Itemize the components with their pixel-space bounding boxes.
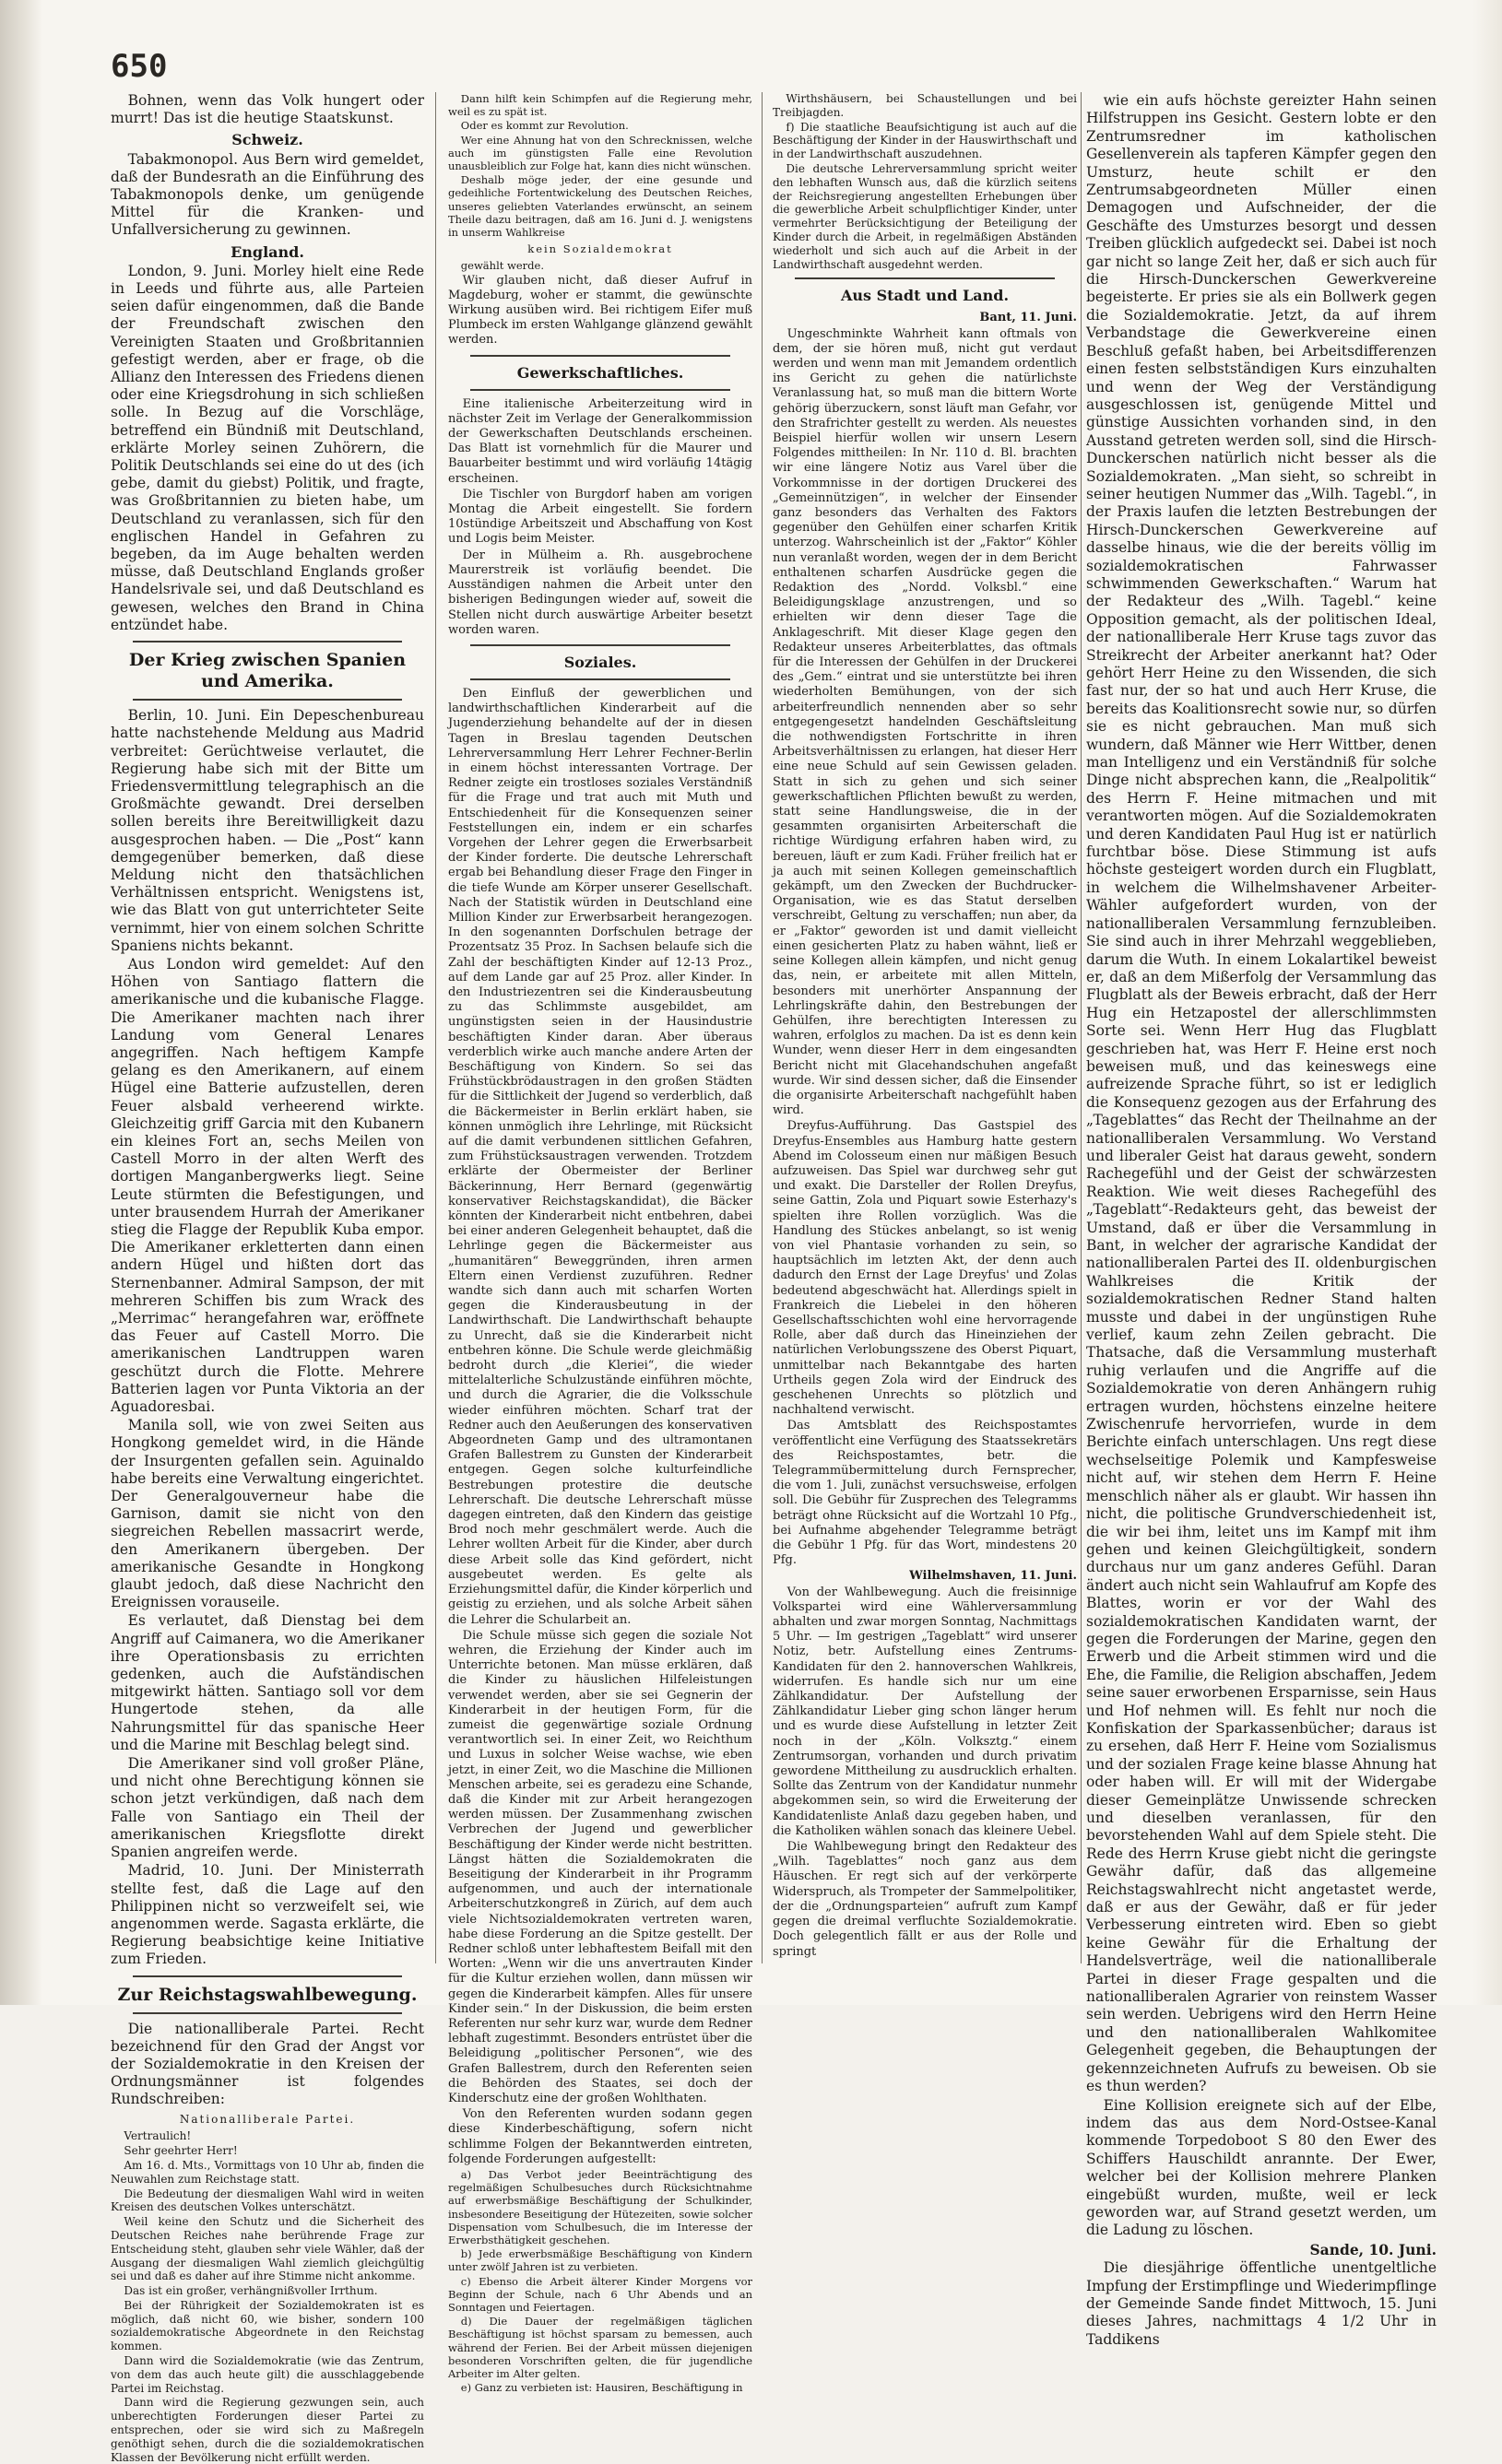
small-text: gewählt werde. [460,259,544,273]
paragraph: Eine Kollision ereignete sich auf der Elbe, indem das aus dem Nord-Ostsee-Kanal kommende Torpedoboot S 80 den Ewer des Schiffers Hauschildt anrannte. Der Ewer, welcher bei der Kollision mehrere Planken eingebüßt wurden, mußte, weil er leck geworden war, auf Strand gesetzt werden, um die Ladung zu löschen. [1086,2096,1437,2239]
small-text: a) Das Verbot jeder Beeinträchtigung des regelmäßigen Schulbesuches durch Rücksichtnahme auf erwerbsmäßige Beschäftigung der Schulkinder, insbesondere Beseitigung der Hütezeiten, sowie solcher Dispensation vom Schulbesuch, die im Interesse der Erwerbsthätigkeit geschehen. [448,2168,752,2247]
paragraph: Die Tischler von Burgdorf haben am vorigen Montag die Arbeit eingestellt. Sie fordern 10stündige Arbeitszeit und Abschaffung von Kost und Logis beim Meister. [448,487,752,547]
paragraph: Den Einfluß der gewerblichen und landwirthschaftlichen Kinderarbeit auf die Jugenderziehung behandelte auf der in diesen Tagen in Breslau tagenden Deutschen Lehrerversammlung Herr Lehrer Fechner-Berlin in einem höchst interessanten Vortrage. Der Redner zeigte ein trostloses soziales Verständniß für die Frage und trat auch mit Muth und Entschiedenheit für die Konsequenzen seiner Feststellungen ein, indem er ein scharfes Vorgehen der Lehrer gegen die Erwerbsarbeit der Kinder forderte. Die deutsche Lehrerschaft ergab bei Behandlung dieser Frage den Finger in die tiefe Wunde am Körper unserer Gesellschaft. Nach der Statistik würden in Deutschland eine Million Kinder zur Erwerbsarbeit herangezogen. In den sogenannten Dorfschulen betrage der Prozentsatz 35 Proz. In Sachsen belaufe sich die Zahl der beschäftigten Kinder auf 12-13 Proz., auf dem Lande gar auf 25 Proz. aller Kinder. In den Industriezentren sei die Kinderausbeutung zu das Schlimmste ausgebildet, am ungünstigsten seien in der Hausindustrie beschäftigten Kinder daran. Aber überaus verderblich wirke auch manche andere Arten der Beschäftigung von Kindern. So sei das Frühstückbrödaustragen in den großen Städten für die Sittlichkeit der Jugend so verderblich, daß die Bäckermeister in Berlin erklärt haben, sie können unmöglich ihre Lehrlinge, mit Rücksicht auf die damit verbundenen sittlichen Gefahren, zum Frühstücksaustragen verwenden. Trotzdem erklärte der Obermeister der Berliner Bäckerinnung, Herr Bernard (gegenwärtig konservativer Reichstagskandidat), die Bäcker könnten der Kinderarbeit nicht entbehren, dabei bei einer anderen Gelegenheit behauptet, daß die Lehrlinge gegen die Bäckermeister aus „humanitären“ Beweggründen, ihren armen Eltern einen Verdienst zuzuführen. Redner wandte sich dann auch mit scharfen Worten gegen die Kinderausbeutung in der Landwirthschaft. Die Landwirthschaft behaupte zu Unrecht, daß sie die Kinderarbeit nicht entbehren könne. Die Schule werde gleichmäßig bedroht durch „die Kleriei“, die wieder mittelalterliche Schulzustände einführen möchte, und durch die Agrarier, die die Volksschule wieder einführen möchten. Scharf trat der Redner auch den Aeußerungen des konservativen Abgeordneten Gamp und des ultramontanen Grafen Ballestrem zu Gunsten der Kinderarbeit entgegen. Gegen solche kulturfeindliche Bestrebungen protestire die deutsche Lehrerschaft. Die deutsche Lehrerschaft müsse dagegen eintreten, daß den Kindern das geistige Brod noch mehr geschmälert werde. Auch die Lehrer wollten Arbeit für die Kinder, aber durch diese Arbeit solle das Kind gefördert, nicht ausgebeutet werden. Es gelte als Erziehungsmittel dafür, die Kinder körperlich und geistig zu erziehen, und als solche Arbeit sähen die Lehrer die Schularbeit an. [448,686,752,1627]
dateline: Sande, 10. Juni. [1309,2240,1437,2258]
divider-rule [470,389,730,391]
paragraph: Von der Wahlbewegung. Auch die freisinnige Volkspartei wird eine Wählerversammlung abhalten und zwar morgen Sonntag, Nachmittags 5 Uhr. — Im gestrigen „Tageblatt“ wird unserer Notiz, betr. Aufstellung eines Zentrums-Kandidaten für den 2. hannoverschen Wahlkreis, widerrufen. Es handle sich nur um eine Zählkandidatur. Der Aufstellung der Zählkandidatur Lieber ging schon länger herum und es wurde diese Aufstellung in letzter Zeit noch in der „Köln. Volksztg.“ einem Zentrumsorgan, vorhanden und durch privatim gewordene Mittheilung zu ausdrucklich erhalten. Sollte das Zentrum von der Kandidatur nunmehr abgekommen sein, so wird die Erweiterung der Kandidatenliste Anlaß dazu gegeben haben, und die Katholiken wählen sonach das kleinere Uebel. [773,1585,1077,1838]
section-title: Gewerkschaftliches. [516,363,684,382]
article-columns [0,92,1502,2464]
divider-rule [470,678,730,680]
spaced-line: kein Sozialdemokrat [527,242,673,256]
small-text: Am 16. d. Mts., Vormittags von 10 Uhr ab, finden die Neuwahlen zum Reichstage statt. [111,2158,424,2186]
divider-rule [133,2012,402,2014]
section-subtitle: Schweiz. [231,131,303,149]
small-text: Oder es kommt zur Revolution. [460,119,629,133]
dateline: Wilhelmshaven, 11. Juni. [909,1569,1077,1584]
paragraph: Die diesjährige öffentliche unentgeltliche Impfung der Erstimpflinge und Wiederimpflinge der Gemeinde Sande findet Mittwoch, 15. Juni dieses Jahres, nachmittags 4 1/2 Uhr in Taddikens [1086,2259,1437,2348]
paragraph: Die Wahlbewegung bringt den Redakteur des „Wilh. Tageblattes“ noch ganz aus dem Häuschen. Er regt sich auf der verkörperte Widerspruch, als Trompeter der Sammelpolitiker, der die „Ordnungsparteien“ aufruft zum Kampf gegen die dreimal verfluchte Sozialdemokratie. Doch gelegentlich fällt er aus der Rolle und springt [773,1840,1077,1959]
column-1 [111,92,424,2464]
paragraph: wie ein aufs höchste gereizter Hahn seinen Hilfstruppen ins Gesicht. Gestern lobte er den Zentrumsredner im katholischen Gesellenverein als tapferen Kämpfer gegen den Umsturz, heute schilt er den Zentrumsabgeordneten Müller einen Demagogen und Aufschneider, der die Geschäfte des Umsturzes besorgt und dessen Treiben glücklich aufgedeckt sei. Dabei ist noch gar nicht so lange Zeit her, daß er sich auch für die Hirsch-Dunckerschen Gewerkvereine begeisterte. Er pries sie als ein Bollwerk gegen die Sozialdemokratie. Jetzt, da auf ihrem Verbandstage die Gewerkvereine einen Beschluß gefaßt haben, bei Arbeitsdifferenzen einen festen selbstständigen Kurs einzuhalten und wenn der Weg der Verständigung ausgeschlossen ist, genügende Mittel und günstige Aussichten vorhanden sind, in den Ausstand getreten werden soll, sind die Hirsch-Dunckerschen natürlich nicht besser als die Sozialdemokraten. „Man sieht, so schreibt in seiner heutigen Nummer das „Wilh. Tagebl.“, in der Praxis laufen die letzten Bestrebungen der Hirsch-Dunckerschen Gewerkvereine auf dasselbe hinaus, wie die der bereits völlig im sozialdemokratischen Fahrwasser schwimmenden Gewerkschaften.“ Warum hat der Redakteur des „Wilh. Tagebl.“ keine Opposition gemacht, als der politischen Ideal, der nationalliberale Herr Kruse tags zuvor das Streikrecht der Arbeiter anerkannt hat? Oder gehört Herr Heine zu den Wissenden, die sich fast nur, der so hat und auch Herr Kruse, die bereits das Koalitionsrecht sowie nur, so dürfen sie es nicht gebrauchen. Man muß sich wundern, daß Männer wie Herr Wittber, denen man Intelligenz und ein Verständniß für solche Dinge nicht absprechen kann, die „Realpolitik“ des Herrn F. Heine mitmachen und mit verantworten mögen. Auf die Sozialdemokraten und deren Kandidaten Paul Hug ist er natürlich furchtbar böse. Diese Stimmung ist aufs höchste gesteigert worden durch ein Flugblatt, in welchem die Wilhelmshavener Arbeiter-Wähler aufgefordert wurden, von der nationalliberalen Versammlung fernzubleiben. Sie sind auch in ihrer Mehrzahl weggeblieben, darum die Wuth. In einem Lokalartikel beweist er, daß an dem Mißerfolg der Versammlung das Flugblatt als der Beweis erbracht, daß der Herr Hug ein Hetzapostel der allerschlimmsten Sorte sei. Wenn Herr Hug das Flugblatt geschrieben hat, was Herr F. Heine erst noch beweisen muß, und das keineswegs eine aufreizende Sprache führt, so ist er lediglich die Konsequenz gezogen aus der Erfahrung des „Tageblattes“ das Recht der Theilnahme an der nationalliberalen Versammlung. Wo Verstand und liberaler Geist hat daraus geweht, sondern Rachegefühl und der Geist der schwärzesten Reaktion. Wie weit dieses Rachegefühl des „Tageblatt“-Redakteurs geht, das beweist der Umstand, daß er über die Versammlung in Bant, in welcher der agrarische Kandidat der nationalliberalen Partei des II. oldenburgischen Wahlkreises die Kritik der sozialdemokratischen Redner Stand halten musste und dabei in der ungünstigen Ruhe verlief, kaum zehn Zeilen gebracht. Die Thatsache, daß die Versammlung musterhaft ruhig verlaufen und die Angriffe auf die Sozialdemokratie von deren Anhängern ruhig ertragen wurden, höchstens einzelne heitere Zwischenrufe hervorriefen, wurde in dem Berichte einfach unterschlagen. Uns regt diese wechselseitige Polemik und Kampfesweise nicht auf, wir stehen dem Herrn F. Heine menschlich näher als er glaubt. Wir hassen ihn nicht, die politische Grundverschiedenheit ist, die wir bei ihm, leitet uns im Kampf mit ihm gehen und keinen Gleichgültigkeit, sondern durchaus nur um ganz anderes Gefühl. Daran ändert auch nicht sein Wahlaufruf am Kopfe des Blattes, worin er vor der Wahl des sozialdemokratischen Kandidaten warnt, der gegen die Forderungen der Marine, gegen den Erwerb und die Arbeit stimmen wird und die Ehe, die Familie, die Religion abschaffen, Jedem seine sauer erworbenen Ersparnisse, sein Haus und Hof nehmen will. Es fehlt nur noch die Konfiskation der Sparkassenbücher; daraus ist zu ersehen, daß Herr F. Heine vom Sozialismus und der sozialen Frage keine blasse Ahnung hat oder haben will. Er will mit der Widergabe dieser Gemeinplätze Unwissende schrecken und dieselben veranlassen, für den bevorstehenden Wahl auf dem Spiele steht. Die Rede des Herrn Kruse giebt nicht die geringste Gewähr dafür, daß das allgemeine Reichstagswahlrecht nicht angetastet werde, daß er aus der Gewähr, daß er für jeder Verbesserung eintreten wird. Eben so giebt keine Gewähr für die Erhaltung der Handelsverträge, weil die nationalliberale Partei in dieser Frage gespalten und die nationalliberalen Agrarier von reinstem Wasser sein werden. Uebrigens wird den Herrn Heine und den nationalliberalen Wahlkomitee Gelegenheit gegeben, die Behauptungen der gekennzeichneten Aufrufs zu beweisen. Ob sie es thun werden? [1086,92,1437,2095]
dateline: Bant, 11. Juni. [979,311,1077,325]
small-text: d) Die Dauer der regelmäßigen täglichen Beschäftigung ist höchst sparsam zu bemessen, auch während der Ferien. Bei der Arbeit müssen diejenigen besonderen Vorschriften gelten, die für jugendliche Arbeiter im Alter gelten. [448,2315,752,2381]
paragraph: Eine italienische Arbeiterzeitung wird in nächster Zeit im Verlage der Generalkommission der Gewerkschaften Deutschlands erscheinen. Das Blatt ist vornehmlich für die Maurer und Bauarbeiter bestimmt und wird vorläufig 14tägig erscheinen. [448,396,752,486]
divider-rule [795,277,1055,279]
paragraph: Der in Mülheim a. Rh. ausgebrochene Maurerstreik ist vorläufig beendet. Die Ausständigen nahmen die Arbeit unter den bisherigen Bedingungen wieder auf, soweit die Stellen nicht durch auswärtige Arbeiter besetzt worden waren. [448,548,752,637]
small-text: Dann hilft kein Schimpfen auf die Regierung mehr, weil es zu spät ist. [448,92,752,119]
divider-rule [133,1975,402,1977]
spaced-line: Nationalliberale Partei. [179,2112,356,2126]
paragraph: Die Amerikaner sind voll großer Pläne, und nicht ohne Berechtigung können sie schon jetzt verkündigen, daß nach dem Falle von Santiago ein Theil der amerikanischen Kriegsflotte direkt Spanien angreifen werde. [111,1755,424,1861]
paragraph: Ungeschminkte Wahrheit kann oftmals von dem, der sie hören muß, nicht gut verdaut werden und wenn man mit Jemandem ordentlich ins Gericht zu gehen die natürlichste Veranlassung hat, so muß man die bittern Worte gehörig überzuckern, sonst läuft man Gefahr, vor den Strafrichter gestellt zu werden. Als neuestes Beispiel hierfür wollen wir unsern Lesern Folgendes mittheilen: In Nr. 110 d. Bl. brachten wir eine längere Notiz aus Varel über die Vorkommnisse in der dortigen Druckerei des „Gemeinnützigen“, in welcher der Einsender ganz besonders das Verhalten des Faktors gegenüber den Gehülfen einer scharfen Kritik unterzog. Wahrscheinlich ist der „Faktor“ Köhler nun veranlaßt worden, wegen der in dem Bericht enthaltenen scharfen Ausdrücke gegen die Redaktion des „Nordd. Volksbl.“ eine Beleidigungsklage anzustrengen, und so erhielten wir denn dieser Tage die Anklageschrift. Mit dieser Klage gegen den Redakteur unseres Arbeiterblattes, das oftmals für die Interessen der Gehülfen in der Druckerei des „Gem.“ eintrat und sie unterstützte bei ihren wiederholten Bemühungen, von der sich arbeiterfreundlich nennenden aber so sehr entgegengesetzt handelnden Geschäftsleitung die nothwendigsten Fortschritte in ihren Arbeitsverhältnissen zu erlangen, hat dieser Herr eine neue Schuld auf sein Gewissen geladen. Statt in sich zu gehen und sich seiner gewerkschaftlichen Pflichten bewußt zu werden, statt seine Handlungsweise, die in der gesammten organisirten Arbeiterschaft die richtige Würdigung erfahren haben wird, zu bereuen, läuft er zum Kadi. Früher freilich hat er ja auch mit seinen Kollegen gemeinschaftlich gekämpft, um den Zwecken der Buchdrucker-Organisation, wie es das Statut derselben verschreibt, Geltung zu verschaffen; nun aber, da er „Faktor“ geworden ist und damit vielleicht einen gesicherten Platz zu haben wähnt, ließ er seine Kollegen allein kämpfen, und nicht genug das, nein, er arbeitete mit allen Mitteln, besonders mit unerhörter Anspannung der Lehrlingskräfte dahin, den Bestrebungen der Gehülfen, ihre berechtigten Interessen zu wahren, erfolglos zu machen. Da ist es denn kein Wunder, wenn dieser Herr in dem eingesandten Bericht nicht mit Glacehandschuhen angefaßt wurde. Wir sind dessen sicher, daß die Einsender die organisirte Arbeiterschaft nachgefühlt haben wird. [773,326,1077,1118]
section-title: Der Krieg zwischen Spanien und Amerika. [128,650,407,692]
paragraph: Es verlautet, daß Dienstag bei dem Angriff auf Caimanera, wo die Amerikaner ihre Operationsbasis zu errichten gedenken, auch die Aufständischen mitgewirkt hätten. Santiago soll vor dem Hungertode stehen, da alle Nahrungsmittel für das spanische Heer und die Marine mit Beschlag belegt sind. [111,1612,424,1753]
section-title: Soziales. [563,653,637,671]
small-text: Dann wird die Sozialdemokratie (wie das Zentrum, von dem das auch heute gilt) die ausschlaggebende Partei im Reichstag. [111,2354,424,2395]
paragraph: Wir glauben nicht, daß dieser Aufruf in Magdeburg, woher er stammt, die gewünschte Wirkung ausüben wird. Bei richtigem Eifer muß Plumbeck im ersten Wahlgange glänzend gewählt werden. [448,273,752,348]
section-title: Aus Stadt und Land. [840,287,1010,305]
paragraph: Von den Referenten wurden sodann gegen diese Kinderbeschäftigung, sofern nicht schlimme Folgen der Bekanntwerden eintreten, folgende Forderungen aufgestellt: [448,2107,752,2166]
paragraph: Madrid, 10. Juni. Der Ministerrath stellte fest, daß die Lage auf den Philippinen nicht so verzweifelt sei, wie angenommen werde. Sagasta erklärte, die Regierung beabsichtige keine Initiative zum Frieden. [111,1862,424,1968]
small-text: Wirthshäusern, bei Schaustellungen und bei Treibjagden. [773,92,1077,119]
column-2 [448,92,752,2395]
section-subtitle: England. [231,242,304,261]
small-text: Die Bedeutung der diesmaligen Wahl wird in weiten Kreisen des deutschen Volkes unterschätzt. [111,2187,424,2214]
small-text: Die deutsche Lehrerversammlung spricht weiter den lebhaften Wunsch aus, daß die kürzlich seitens der Reichsregierung angestellten Erhebungen über die gewerbliche Arbeit schulpflichtiger Kinder, unter vermehrter Berücksichtigung der Beteiligung der Kinder durch die Arbeit, in regelmäßigen Abständen wiederholt und sich auch auf die Arbeit in der Landwirthschaft ausgedehnt werden. [773,161,1077,271]
small-text: f) Die staatliche Beaufsichtigung ist auch auf die Beschäftigung der Kinder in der Hauswirthschaft und in der Landwirthschaft auszudehnen. [773,120,1077,161]
small-text: b) Jede erwerbsmäßige Beschäftigung von Kindern unter zwölf Jahren ist zu verbieten. [448,2247,752,2274]
small-text: c) Ebenso die Arbeit älterer Kinder Morgens vor Beginn der Schule, nach 6 Uhr Abends und an Sonntagen und Feiertagen. [448,2274,752,2315]
small-text: e) Ganz zu verbieten ist: Hausiren, Beschäftigung in [460,2381,743,2395]
divider-rule [133,699,402,701]
section-title: Zur Reichstagswahlbewegung. [117,1984,418,2005]
divider-rule [470,355,730,357]
paragraph: Berlin, 10. Juni. Ein Depeschenbureau hatte nachstehende Meldung aus Madrid verbreitet: Gerüchtweise verlautet, die Regierung habe sich mit der Bitte um Friedensvermittlung telegraphisch an die Großmächte gewandt. Drei derselben sollen bereits ihre Bereitwilligkeit dazu ausgesprochen haben. — Die „Post“ kann demgegenüber bemerken, daß diese Meldung nicht den thatsächlichen Verhältnissen entspricht. Wenigstens ist, wie das Blatt von gut unterrichteter Seite vernimmt, hier von einem solchen Schritte Spaniens nichts bekannt. [111,707,424,954]
small-text: Dann wird die Regierung gezwungen sein, auch unberechtigten Forderungen dieser Partei zu entsprechen, oder sie wird sich zu Maßregeln genöthigt sehen, durch die die sozialdemokratischen Klassen der Bevölkerung nicht erfüllt werden. [111,2396,424,2464]
small-text: Weil keine den Schutz und die Sicherheit des Deutschen Reiches nahe berührende Frage zur Entscheidung steht, glauben sehr viele Wähler, daß der Ausgang der diesmaligen Wahl ziemlich gleichgültig sei und daß es daher auf ihre Stimme nicht ankomme. [111,2215,424,2283]
small-text: Bei der Rührigkeit der Sozialdemokraten ist es möglich, daß nicht 60, wie bisher, sondern 100 sozialdemokratische Abgeordnete in den Reichstag kommen. [111,2298,424,2353]
column-3 [773,92,1077,1973]
small-text: Das ist ein großer, verhängnißvoller Irrthum. [124,2284,378,2298]
paragraph: Dreyfus-Aufführung. Das Gastspiel des Dreyfus-Ensembles aus Hamburg hatte gestern Abend im Colosseum einen nur mäßigen Besuch aufzuweisen. Das Spiel war durchweg sehr gut und exakt. Die Darsteller der Rollen Dreyfus, seine Gattin, Zola und Piquart sowie Esterhazy's spielten ihre Rollen vorzüglich. Was die Handlung des Stückes anbelangt, so ist wenig von viel Phantasie vorhanden zu sein, so hauptsächlich im letzten Akt, der denn auch dadurch den Ernst der Lage Dreyfus' und Zolas bedeutend abgeschwächt hat. Allerdings spielt in Frankreich die Liebelei in den höheren Gesellschaftsschichten wohl eine hervorragende Rolle, aber daß durch das Hineinziehen der natürlichen Verlobungsszene des Oberst Piquart, unmittelbar nach Bekanntgabe des harten Urtheils gegen Zola wird der Eindruck des geschehenen Unrechts so plötzlich und nachhaltend verwischt. [773,1119,1077,1418]
paragraph: Aus London wird gemeldet: Auf den Höhen von Santiago flattern die amerikanische und die kubanische Flagge. Die Amerikaner machten nach ihrer Landung vom General Lenares angegriffen. Nach heftigem Kampfe gelang es den Amerikanern, auf einem Hügel eine Batterie aufzustellen, deren Feuer alsbald verheerend wirkte. Gleichzeitig griff Garcia mit den Kubanern ein kleines Fort an, sechs Meilen von Castell Morro in der alten Werft des dortigen Manganbergwerks liegt. Seine Leute stürmten die Befestigungen, und unter brausendem Hurrah der Amerikaner stieg die Flagge der Republik Kuba empor. Die Amerikaner erkletterten dann einen andern Hügel und hißten dort das Sternenbanner. Admiral Sampson, der mit mehreren Schiffen bis zum Wrack des „Merrimac“ herangefahren war, eröffnete das Feuer auf Castell Morro. Die amerikanischen Landtruppen waren geschützt durch die Flotte. Mehrere Batterien lagen vor Punta Viktoria an der Aguadoresbai. [111,955,424,1416]
small-text: Deshalb möge jeder, der eine gesunde und gedeihliche Fortentwickelung des Deutschen Reiches, unseres geliebten Vaterlandes erwünscht, an seinem Theile dazu beitragen, daß am 16. Juni d. J. wenigstens in unserm Wahlkreise [448,173,752,240]
paragraph: Die Schule müsse sich gegen die soziale Not wehren, die Erziehung der Kinder auch im Unterrichte betonen. Man müsse erklären, daß die Kinder zu häuslichen Hilfeleistungen verwendet werden, aber sie sei Gegnerin der Kinderarbeit in der heutigen Form, für die zumeist die gegenwärtige soziale Ordnung verantwortlich sei. In einer Zeit, wo Reichthum und Luxus in solcher Weise wachse, wie eben jetzt, in einer Zeit, wo die Maschine die Millionen Menschen arbeite, sei es geradezu eine Schande, daß die Kinder mit zur Arbeit herangezogen werden müssen. Der Zusammenhang zwischen Verbrechen der Jugend und gewerblicher Beschäftigung der Kinder werde nicht bestritten. Längst hätten die Sozialdemokraten die Beseitigung der Kinderarbeit in ihr Programm aufgenommen, und auch der internationale Arbeiterschutzkongreß in Zürich, auf dem auch viele Nichtsozialdemokraten vertreten waren, habe diese Forderung an die Spitze gestellt. Der Redner schloß unter lebhaftestem Beifall mit den Worten: „Wenn wir die uns anvertrauten Kinder für die Kultur erziehen wollen, dann müssen wir gegen die Kinderarbeit kämpfen. Alles für unsere Kinder sein.“ In der Diskussion, die beim ersten Referenten nur sehr kurz war, wurde dem Redner lebhaft zugestimmt. Besonders entrüstet über die Beleidigung „politischer Personen“, wie des Grafen Ballestrem, durch den Referenten seien die Behörden des Staates, sei doch der Kinderschutz eine der großen Wohlthaten. [448,1628,752,2105]
paragraph: Tabakmonopol. Aus Bern wird gemeldet, daß der Bundesrath an die Einführung des Tabakmonopols denke, um genügende Mittel für die Kranken- und Unfallversicherung zu gewinnen. [111,150,424,239]
paragraph: Die nationalliberale Partei. Recht bezeichnend für den Grad der Angst vor der Sozialdemokratie in den Kreisen der Ordnungsmänner ist folgendes Rundschreiben: [111,2020,424,2108]
paragraph: London, 9. Juni. Morley hielt eine Rede in Leeds und führte aus, alle Parteien seien dafür eingenommen, daß die Bande der Freundschaft zwischen den Vereinigten Staaten und Großbritannien gefestigt werden, aber er frage, ob die Allianz den Interessen des Friedens dienen oder eine Kriegsdrohung in sich schließen solle. In Bezug auf die Vorschläge, betreffend ein Bündniß mit Deutschland, erklärte Morley seinen Zuhörern, die Politik Deutschlands sei eine do ut des (ich gebe, damit du giebst) Politik, und fragte, was Großbritannien zu bieten habe, um Deutschland zu veranlassen, sich für den englischen Handel in Gefahren zu begeben, da im Auge behalten werden müsse, daß Deutschland Englands großer Handelsrivale sei, und daß Deutschland es gewesen, welches den Brand in China entzündet habe. [111,262,424,633]
column-4 [1086,92,1437,2348]
small-text: Sehr geehrter Herr! [124,2144,238,2158]
small-text: Vertraulich! [124,2129,192,2143]
paragraph: Manila soll, wie von zwei Seiten aus Hongkong gemeldet wird, in die Hände der Insurgenten gefallen sein. Aguinaldo habe bereits eine Verwaltung eingerichtet. Der Generalgouverneur habe die Garnison, damit sie nicht von den siegreichen Rebellen massacrirt werde, den Amerikanern übergeben. Der amerikanische Gesandte in Hongkong glaubt jedoch, daß diese Nachricht den Ereignissen vorauseile. [111,1417,424,1611]
paragraph: Das Amtsblatt des Reichspostamtes veröffentlicht eine Verfügung des Staatssekretärs des Reichspostamtes, betr. die Telegrammübermittelung durch Fernsprecher, die vom 1. Juli, zunächst versuchsweise, erfolgen soll. Die Gebühr für Zusprechen des Telegramms beträgt ohne Rücksicht auf die Wortzahl 10 Pfg., bei Aufnahme abgehender Telegramme beträgt die Gebühr 1 Pfg. für das Wort, mindestens 20 Pfg. [773,1419,1077,1568]
small-text: Wer eine Ahnung hat von den Schrecknissen, welche auch im günstigsten Falle eine Revolution unausbleiblich zur Folge hat, kann dies nicht wünschen. [448,133,752,173]
page-number: 650 [111,48,168,85]
paragraph: Bohnen, wenn das Volk hungert oder murrt! Das ist die heutige Staatskunst. [111,92,424,127]
divider-rule [470,644,730,646]
divider-rule [133,641,402,643]
